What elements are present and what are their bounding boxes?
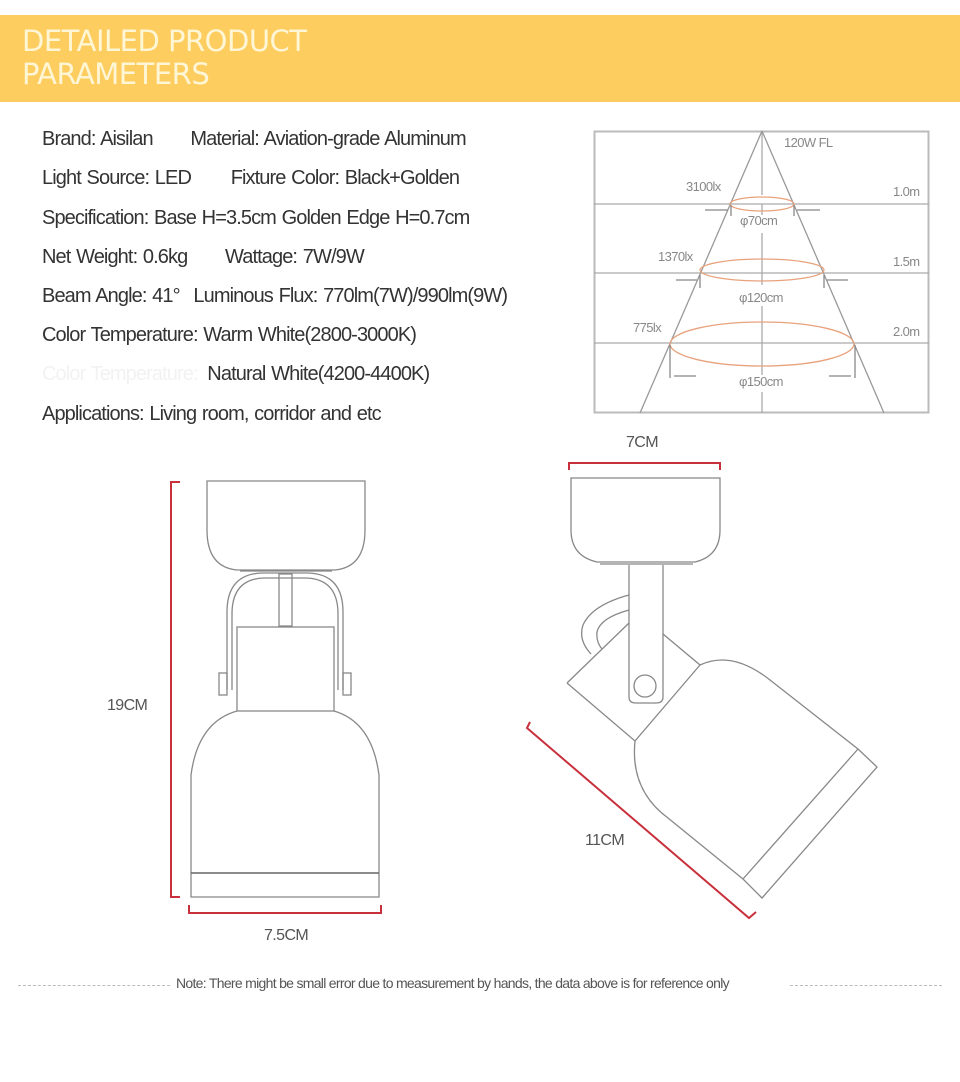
front-height-label: 19CM (107, 697, 148, 714)
beam-diagram-title: 120W FL (784, 135, 833, 150)
spec-net-weight: Net Weight: 0.6kg (42, 246, 188, 268)
spec-beam-angle: Beam Angle: 41° (42, 285, 180, 307)
side-length-label: 11CM (585, 832, 625, 849)
spec-wattage: Wattage: 7W/9W (224, 246, 364, 268)
spec-color-temperature: Color Temperature: Warm White(2800-3000K) (42, 324, 417, 346)
spec-natural-white: Natural White(4200-4400K) (207, 363, 430, 385)
spec-brand: Brand: Aisilan (42, 128, 153, 150)
spec-luminous-flux: Luminous Flux: 770lm(7W)/990lm(9W) (193, 285, 508, 307)
spec-applications: Applications: Living room, corridor and etc (42, 403, 381, 425)
spec-color-temperature-ghost: Color Temperature: (42, 363, 198, 385)
page-title-line1: DETAILED PRODUCT (22, 24, 307, 58)
beam-diameter-1: φ70cm (740, 213, 778, 228)
beam-diameter-3: φ150cm (739, 374, 783, 389)
beam-lux-1: 3100lx (686, 179, 721, 194)
beam-distance-3: 2.0m (893, 324, 920, 339)
note-divider-left (18, 985, 170, 986)
beam-diameter-2: φ120cm (739, 290, 783, 305)
note-text: Note: There might be small error due to measurement by hands, the data above is for reference only (176, 975, 729, 991)
beam-distance-1: 1.0m (893, 184, 920, 199)
side-dimension-lines (527, 463, 756, 918)
front-width-label: 7.5CM (264, 927, 309, 944)
side-base-width-label: 7CM (626, 434, 658, 451)
spec-specification: Specification: Base H=3.5cm Golden Edge H=0.7cm (42, 207, 470, 229)
spec-material: Material: Aviation-grade Aluminum (190, 128, 466, 150)
page-title-line2: PARAMETERS (22, 57, 210, 91)
footer-note (0, 974, 960, 996)
beam-diagram (594, 131, 929, 413)
front-dimension-lines (171, 482, 381, 913)
spec-fixture-color: Fixture Color: Black+Golden (230, 167, 460, 189)
note-divider-right (790, 985, 942, 986)
front-view-drawing (191, 481, 379, 897)
beam-lux-2: 1370lx (658, 249, 693, 264)
beam-lux-3: 775lx (633, 320, 662, 335)
spec-light-source: Light Source: LED (42, 167, 192, 189)
beam-distance-2: 1.5m (893, 254, 920, 269)
